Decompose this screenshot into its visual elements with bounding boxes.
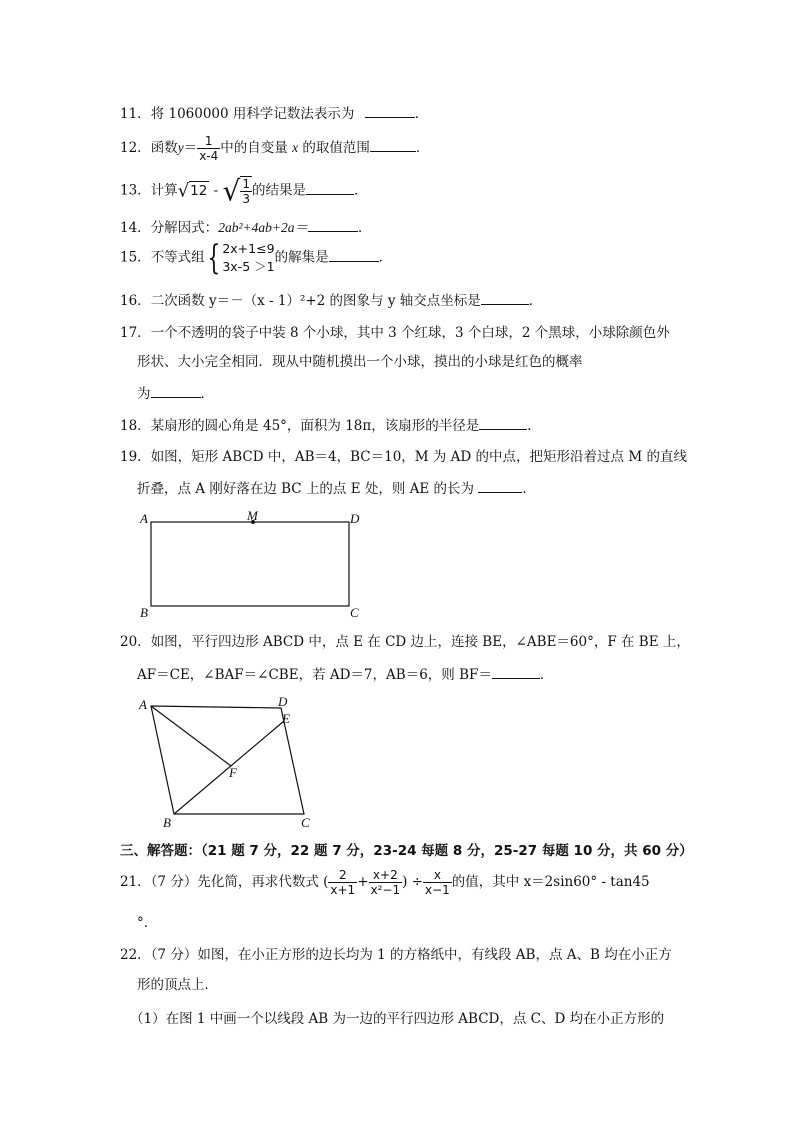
label-d: D [278, 694, 288, 709]
fraction: $\frac{x+2}{\text{x²−1}}$ [370, 868, 401, 897]
rectangle-abcd [151, 522, 349, 606]
question-18: 18．某扇形的圆心角是 45°，面积为 18π，该扇形的半径是 ． [120, 418, 541, 434]
question-22-line3: （1）在图 1 中画一个以线段 AB 为一边的平行四边形 ABCD，点 C、D 均在小正方形的 [130, 1011, 665, 1027]
question-19-line2: 折叠，点 A 刚好落在边 BC 上的点 E 处，则 AE 的长为 ． [137, 481, 536, 497]
label-e: E [282, 711, 290, 726]
radical-sign: √ [222, 174, 241, 208]
question-12: 12．函数y＝ $\frac{1}{x-4}$ 中的自变量 x 的取值范围 ． [120, 134, 430, 163]
radical-sign: √ [177, 180, 190, 202]
label-c: C [350, 605, 359, 620]
label-a: A [139, 697, 147, 712]
question-22-line2: 形的顶点上． [137, 977, 218, 993]
question-21: 21．（7 分）先化简，再求代数式 ( $\frac{2}{x+1}$ + $\frac{x+2}{\text{x²−1}}$ ) ÷ $\frac{x}{x-1}$ 的值，其中 x＝2sin60° - tan45 [120, 868, 650, 897]
answer-blank [306, 181, 354, 195]
label-f: F [229, 765, 237, 780]
answer-blank [151, 384, 201, 398]
brace-symbol: { [207, 238, 220, 278]
question-17-line1: 17．一个不透明的袋子中装 8 个小球，其中 3 个红球，3 个白球，2 个黑球，小球除颜色外 [120, 325, 670, 341]
answer-blank [365, 104, 415, 118]
fraction: $\frac{x}{x-1}$ [424, 868, 450, 897]
question-22-line1: 22．（7 分）如图，在小正方形的边长均为 1 的方格纸中，有线段 AB，点 A、B 均在小正方 [120, 947, 672, 963]
question-17-line3: 为 ． [137, 386, 214, 402]
rectangle-figure [130, 505, 370, 625]
question-19-line1: 19．如图，矩形 ABCD 中，AB＝4，BC＝10，M 为 AD 的中点，把矩形沿着过点 M 的直线 [120, 449, 687, 465]
section-title: 三、解答题：（21 题 7 分，22 题 7 分，23-24 每题 8 分，25-27 每题 10 分，共 60 分） [120, 843, 693, 859]
label-b: B [140, 605, 148, 620]
question-15: 15．不等式组{ 2x+1≤9 3x-5 ＞1 的解集是 ． [120, 238, 393, 278]
label-m: M [247, 508, 258, 523]
answer-blank [370, 138, 416, 152]
answer-blank [492, 665, 540, 679]
segment-af [151, 706, 231, 766]
fraction: $\frac{2}{x+1}$ [330, 868, 356, 897]
question-20-line2: AF＝CE，∠BAF＝∠CBE，若 AD＝7，AB＝6，则 BF＝ ． [137, 667, 554, 683]
question-20-line1: 20．如图，平行四边形 ABCD 中，点 E 在 CD 边上，连接 BE，∠ABE＝60°，F 在 BE 上， [120, 634, 690, 650]
label-b: B [163, 815, 171, 830]
answer-blank [479, 416, 527, 430]
question-13: 13．计算√12 - √ $\frac{1}{3}$ 的结果是 ． [120, 174, 368, 208]
label-c: C [301, 815, 310, 830]
inequality-system: 2x+1≤9 3x-5 ＞1 [222, 241, 275, 274]
answer-blank [481, 291, 529, 305]
answer-blank [308, 218, 358, 232]
answer-blank [329, 248, 379, 262]
label-a: A [140, 511, 148, 526]
question-21-line2: °． [137, 915, 158, 931]
question-11: 11．将 1060000 用科学记数法表示为 ． [120, 106, 429, 122]
label-d: D [350, 511, 360, 526]
answer-blank [478, 479, 522, 493]
fraction: $\frac{1}{3}$ [242, 177, 250, 206]
parallelogram-figure [130, 690, 330, 835]
question-14: 14．分解因式：2ab²+4ab+2a＝ ． [120, 220, 372, 236]
fraction: $\frac{1}{x-4}$ [199, 134, 219, 163]
question-16: 16．二次函数 y＝－（x - 1）²+2 的图象与 y 轴交点坐标是 ． [120, 293, 543, 309]
question-17-line2: 形状、大小完全相同．现从中随机摸出一个小球，摸出的小球是红色的概率 [137, 354, 583, 370]
